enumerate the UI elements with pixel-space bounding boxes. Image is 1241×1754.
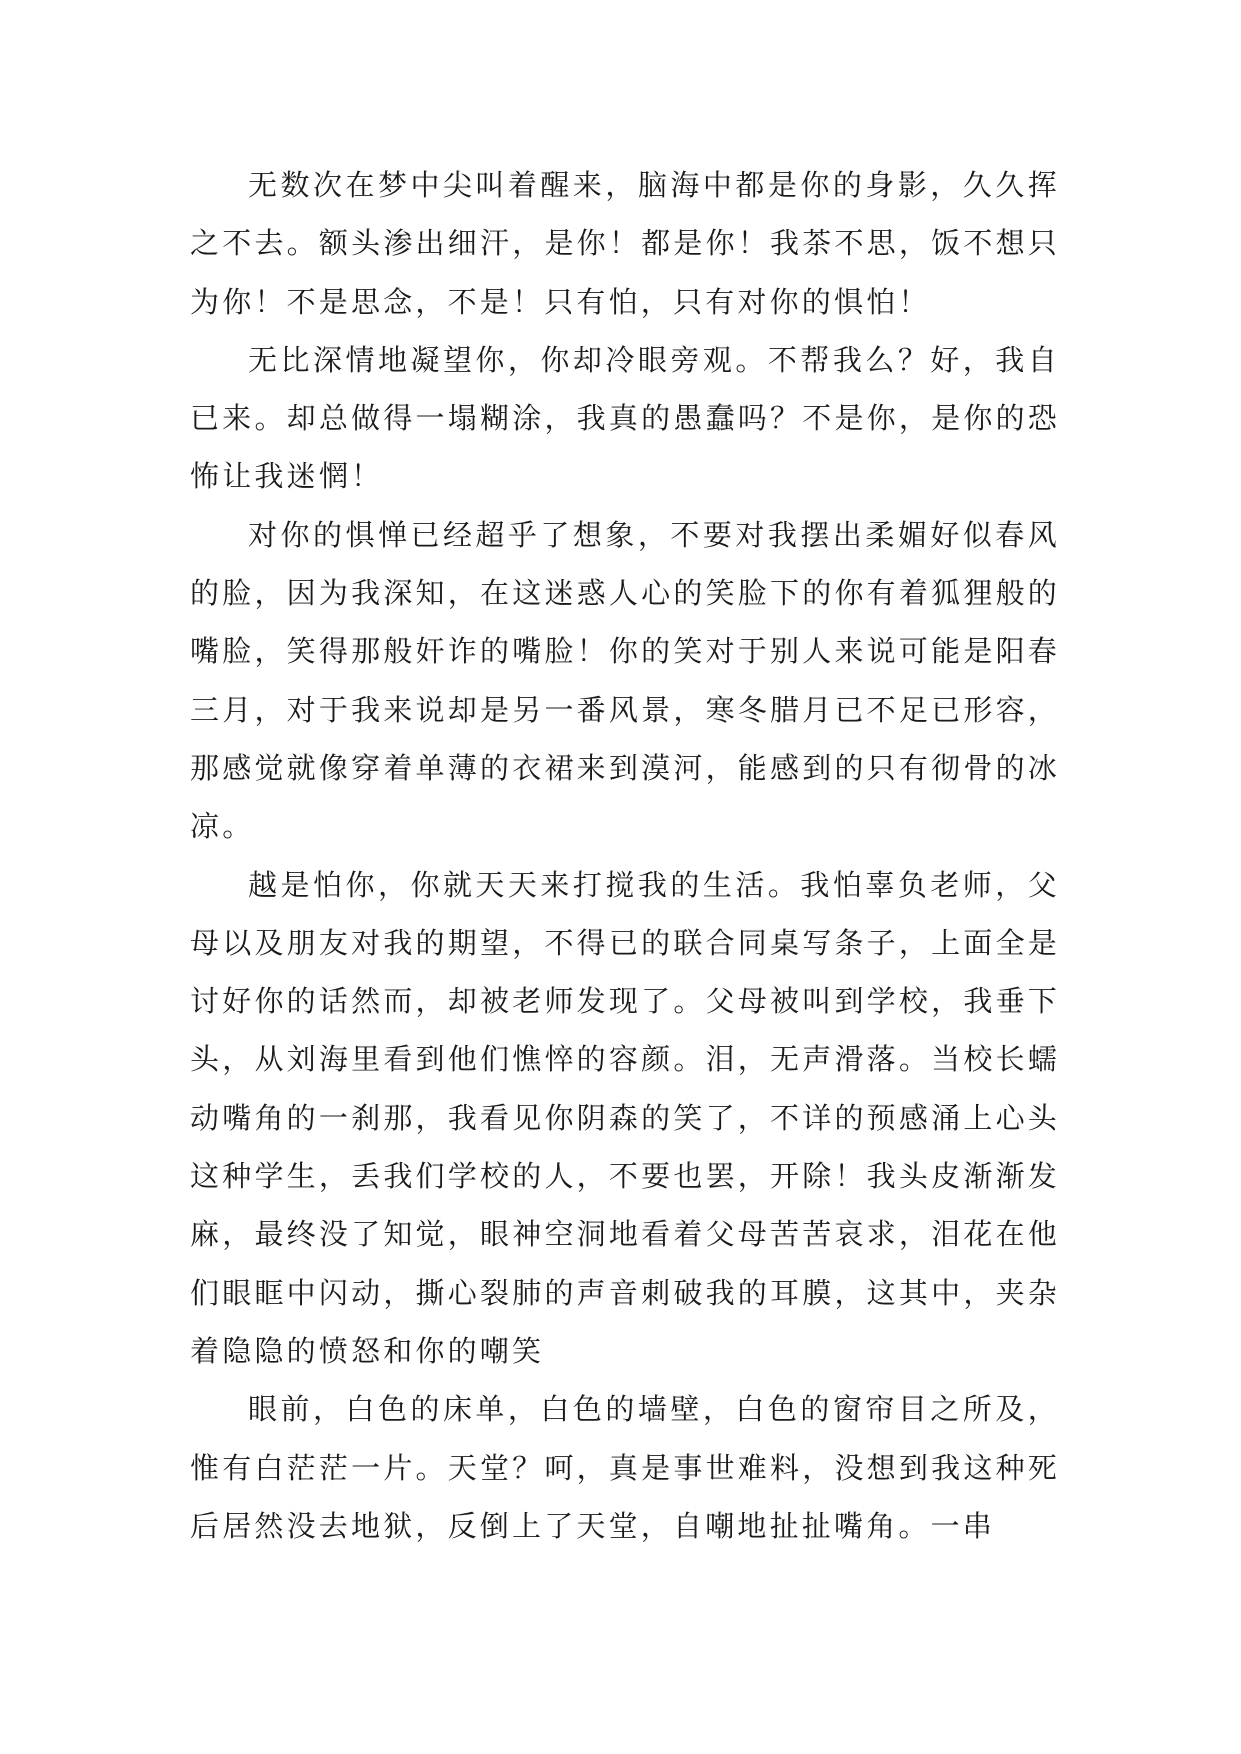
paragraph-1: 无数次在梦中尖叫着醒来，脑海中都是你的身影，久久挥之不去。额头渗出细汗，是你！都是你！我茶不思，饭不想只为你！不是思念，不是！只有怕，只有对你的惧怕！: [190, 168, 1060, 319]
document-body: [190, 156, 1060, 1555]
paragraph-4: 越是怕你，你就天天来打搅我的生活。我怕辜负老师，父母以及朋友对我的期望，不得已的联合同桌写条子，上面全是讨好你的话然而，却被老师发现了。父母被叫到学校，我垂下头，从刘海里看到他们憔悴的容颜。泪，无声滑落。当校长蠕动嘴角的一刹那，我看见你阴森的笑了，不详的预感涌上心头这种学生，丢我们学校的人，不要也罢，开除！我头皮渐渐发麻，最终没了知觉，眼神空洞地看着父母苦苦哀求，泪花在他们眼眶中闪动，撕心裂肺的声音刺破我的耳膜，这其中，夹杂着隐隐的愤怒和你的嘲笑: [190, 867, 1060, 1368]
paragraph-5: 眼前，白色的床单，白色的墙壁，白色的窗帘目之所及，惟有白茫茫一片。天堂？呵，真是事世难料，没想到我这种死后居然没去地狱，反倒上了天堂，自嘲地扯扯嘴角。一串: [190, 1392, 1060, 1543]
paragraph-3: 对你的惧惮已经超乎了想象，不要对我摆出柔媚好似春风的脸，因为我深知，在这迷惑人心的笑脸下的你有着狐狸般的嘴脸，笑得那般奸诈的嘴脸！你的笑对于别人来说可能是阳春三月，对于我来说却是另一番风景，寒冬腊月已不足已形容，那感觉就像穿着单薄的衣裙来到漠河，能感到的只有彻骨的冰凉。: [190, 517, 1060, 844]
paragraph-2: 无比深情地凝望你，你却冷眼旁观。不帮我么？好，我自已来。却总做得一塌糊涂，我真的愚蠢吗？不是你，是你的恐怖让我迷惘！: [190, 342, 1060, 494]
